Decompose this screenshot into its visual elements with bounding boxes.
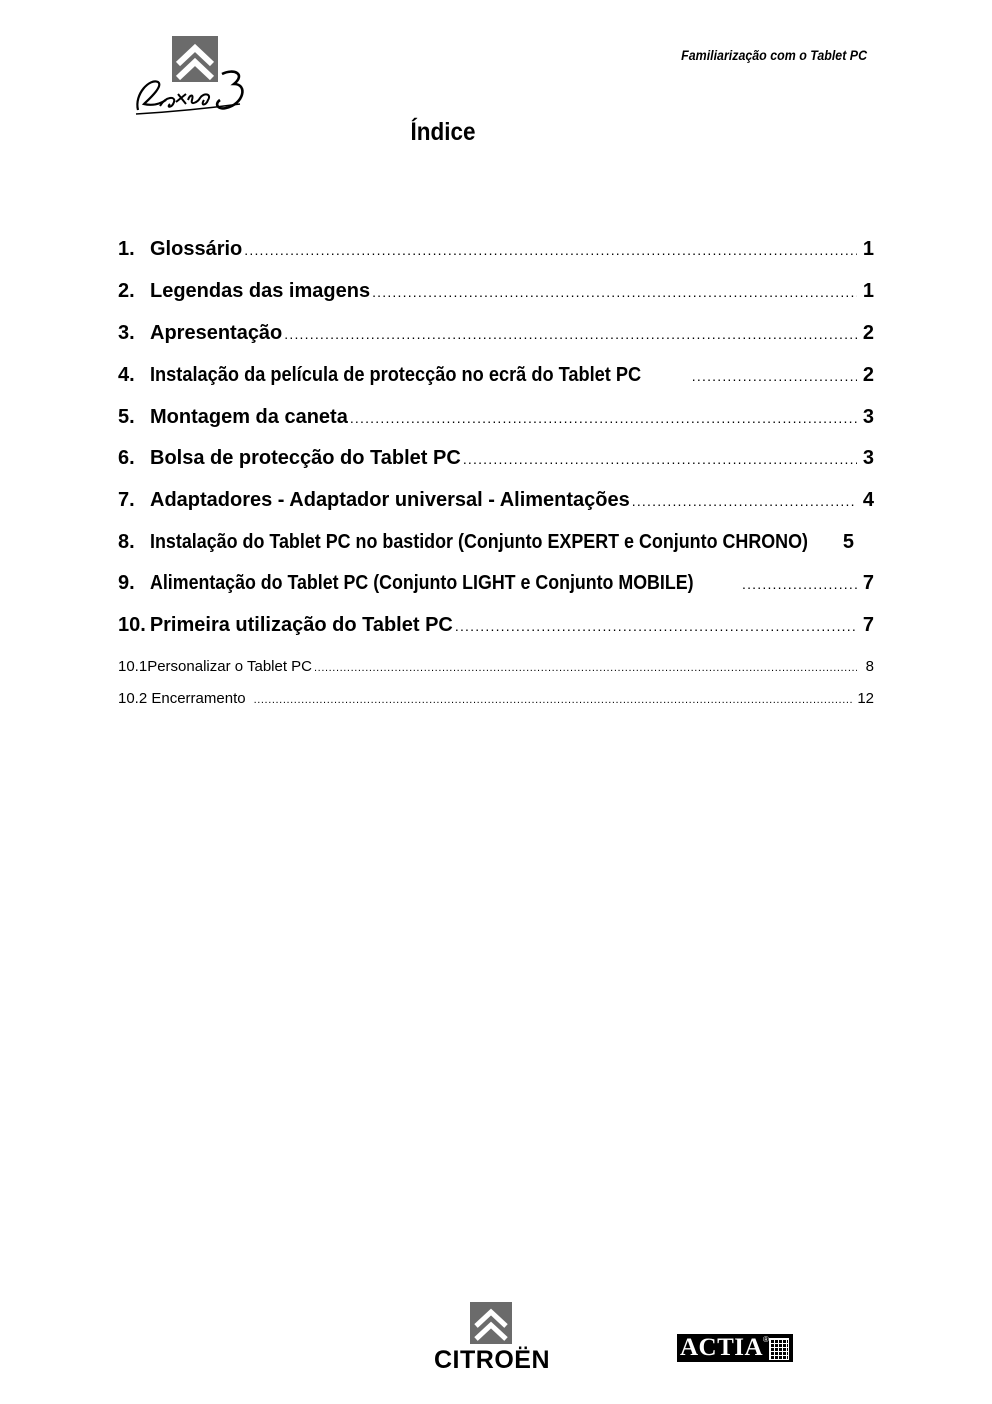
actia-wordmark: ACTIA: [680, 1334, 764, 1361]
toc-entry-label: Primeira utilização do Tablet PC: [149, 614, 453, 636]
toc-entry-number: 9.: [118, 572, 135, 594]
citroen-wordmark: CITROËN: [434, 1346, 550, 1374]
leader-dots: [254, 695, 855, 706]
toc-entry-number: 8.: [118, 531, 135, 553]
toc-entry[interactable]: [118, 280, 874, 303]
leader-dots: [632, 494, 857, 508]
leader-dots: [692, 369, 857, 383]
toc-entry-label: Adaptadores - Adaptador universal - Alimentações: [150, 489, 630, 511]
page-title: Índice: [410, 118, 476, 146]
toc-entry[interactable]: [118, 322, 874, 345]
toc-entry-page: 3: [862, 447, 874, 469]
toc-entry-label: Alimentação do Tablet PC (Conjunto LIGHT e Conjunto MOBILE): [150, 572, 694, 594]
toc-entry-page: 3: [862, 406, 874, 428]
toc-entry-number: 5.: [118, 406, 135, 428]
toc-entry-number: 3.: [118, 322, 135, 344]
citroen-chevrons-icon: [470, 1302, 512, 1344]
toc-entry-label: Bolsa de protecção do Tablet PC: [150, 447, 461, 469]
toc-entry-page: 1: [862, 280, 874, 302]
toc-entry-label: Apresentação: [150, 322, 283, 344]
toc-entry-number: 4.: [118, 364, 135, 386]
toc-entry-page: 5: [842, 531, 854, 553]
toc-entry[interactable]: [118, 614, 874, 637]
toc-entry-page: 2: [862, 364, 874, 386]
toc-entry[interactable]: [118, 572, 874, 595]
toc-subentry-page: 8: [865, 658, 874, 675]
leader-dots: [742, 577, 857, 591]
leader-dots: [372, 285, 857, 299]
toc-subentry[interactable]: [118, 658, 874, 675]
toc-entry-number: 10.: [118, 614, 146, 636]
leader-dots: [284, 327, 857, 341]
toc-entry-page: 4: [862, 489, 874, 511]
toc-entry-page: 7: [862, 572, 874, 594]
toc-entry-number: 7.: [118, 489, 135, 511]
leader-dots: [463, 452, 857, 466]
leader-dots: [244, 243, 857, 257]
leader-dots: [314, 663, 857, 674]
toc-entry-page: 7: [862, 614, 874, 636]
toc-entry-label: Instalação do Tablet PC no bastidor (Conjunto EXPERT e Conjunto CHRONO): [150, 531, 808, 553]
toc-subentry[interactable]: [118, 690, 874, 707]
leader-dots: [455, 619, 857, 633]
actia-logo: [677, 1334, 793, 1362]
toc-entry-label: Montagem da caneta: [150, 406, 348, 428]
toc-subentry-page: 12: [857, 690, 874, 707]
toc-entry-page: 1: [862, 238, 874, 260]
toc-entry[interactable]: [118, 406, 874, 429]
registered-mark: ®: [763, 1335, 769, 1344]
toc-entry-page: 2: [862, 322, 874, 344]
running-header: Familiarização com o Tablet PC: [681, 48, 867, 63]
actia-grid-icon: [769, 1338, 789, 1360]
toc-entry[interactable]: [118, 364, 874, 387]
toc-entry[interactable]: [118, 489, 874, 512]
toc-subentry-label: 10.1Personalizar o Tablet PC: [118, 658, 313, 675]
citroen-logo: [430, 1302, 554, 1378]
toc-entry-number: 6.: [118, 447, 135, 469]
lexia3-logo: [130, 34, 250, 116]
leader-dots: [350, 411, 857, 425]
toc-entry-label: Legendas das imagens: [150, 280, 371, 302]
toc-entry[interactable]: [118, 531, 874, 554]
toc-entry[interactable]: [118, 238, 874, 261]
toc-entry[interactable]: [118, 447, 874, 470]
toc-entry-number: 2.: [118, 280, 135, 302]
toc-subentry-label: 10.2 Encerramento: [118, 690, 246, 707]
toc-entry-label: Glossário: [150, 238, 243, 260]
toc-entry-number: 1.: [118, 238, 135, 260]
toc-entry-label: Instalação da película de protecção no ecrã do Tablet PC: [150, 364, 642, 386]
